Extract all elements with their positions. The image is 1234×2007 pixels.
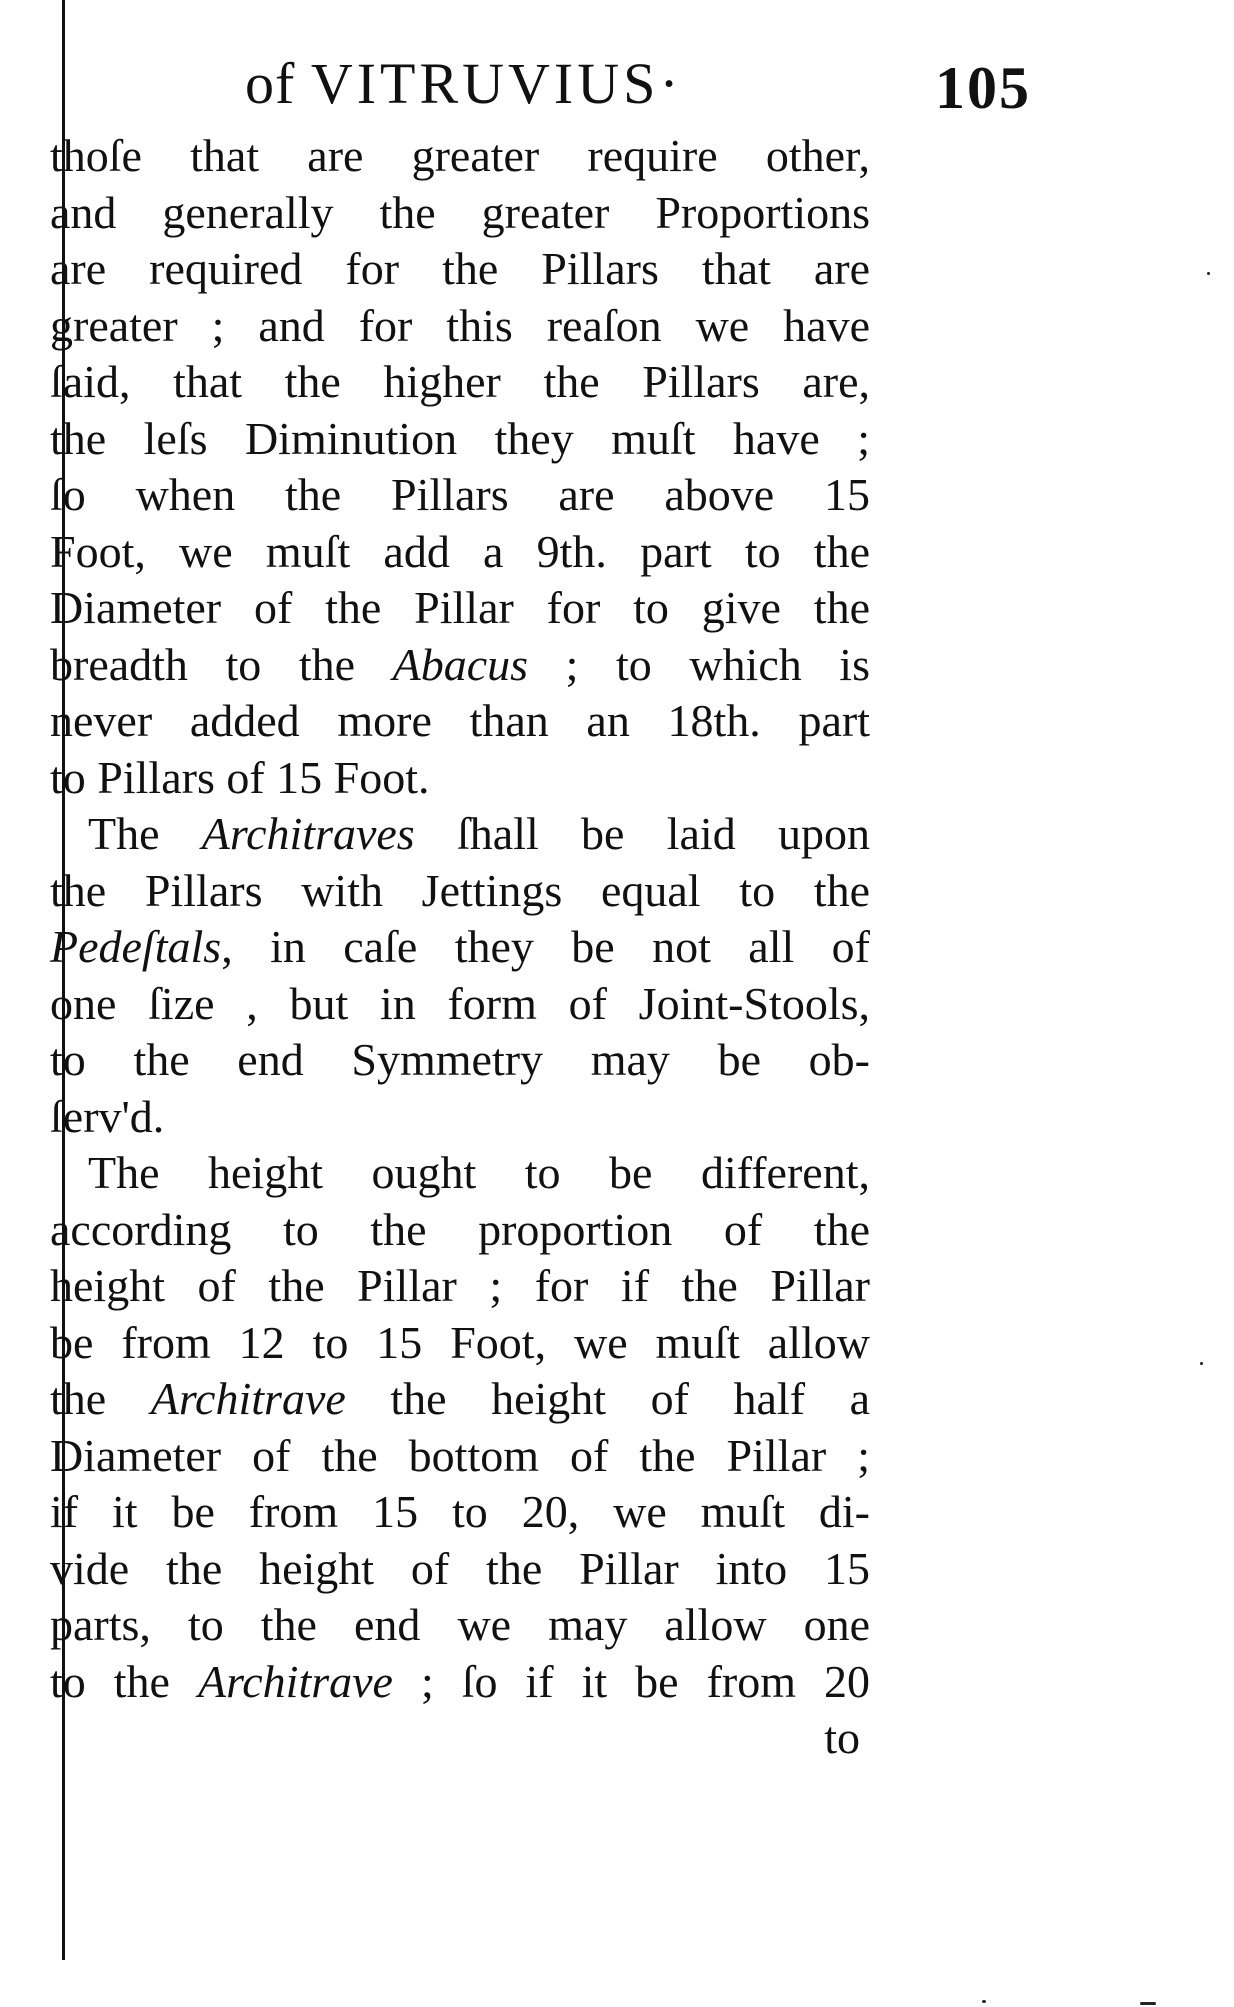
running-title xyxy=(245,50,683,117)
text-line: never added more than an 18th. part xyxy=(50,695,870,746)
italic-term: Architrave xyxy=(197,1655,393,1707)
page-number: 105 xyxy=(935,55,1031,121)
text-line: Diameter of the bottom of the Pillar ; xyxy=(50,1429,870,1481)
text-line: breadth to the Abacus ; to which is xyxy=(50,638,870,690)
catchword: to xyxy=(824,1712,860,1763)
text-line: The Architraves ſhall be laid upon xyxy=(88,808,870,859)
text-line: to the end Symmetry may be ob- xyxy=(50,1034,870,1085)
text-line: if it be from 15 to 20, we muſt di- xyxy=(50,1486,870,1537)
text-line: one ſize , but in form of Joint-Stools, xyxy=(50,977,870,1029)
text-line: ſaid, that the higher the Pillars are, xyxy=(50,356,870,407)
body-text xyxy=(50,128,870,1767)
print-speck xyxy=(1207,272,1210,275)
print-speck xyxy=(1200,1362,1203,1365)
text-line: according to the proportion of the xyxy=(50,1203,870,1255)
text-line: the Architrave the height of half a xyxy=(50,1373,870,1424)
italic-term: Architrave xyxy=(150,1373,346,1424)
text-line: are required for the Pillars that are xyxy=(50,243,870,294)
text-line: parts, to the end we may allow one xyxy=(50,1599,870,1650)
print-speck xyxy=(982,2000,986,2003)
text-line: greater ; and for this reaſon we have xyxy=(50,299,870,351)
print-speck xyxy=(1140,2002,1156,2005)
text-line: Foot, we muſt add a 9th. part to the xyxy=(50,525,870,577)
text-line: be from 12 to 15 Foot, we muſt allow xyxy=(50,1316,870,1368)
text-line: to the Architrave ; ſo if it be from 20 xyxy=(50,1655,870,1707)
running-title-prefix: of xyxy=(245,51,296,116)
italic-term: Pedeſtals xyxy=(50,921,222,972)
text-line: and generally the greater Proportions xyxy=(50,186,870,238)
text-line: the leſs Diminution they muſt have ; xyxy=(50,412,870,464)
text-line: Pedeſtals, in caſe they be not all of xyxy=(50,921,870,972)
text-line: thoſe that are greater require other, xyxy=(50,130,870,181)
running-title-name: VITRUVIUS· xyxy=(310,51,683,116)
text-line: vide the height of the Pillar into 15 xyxy=(50,1542,870,1594)
text-line: ſo when the Pillars are above 15 xyxy=(50,469,870,520)
text-line: The height ought to be different, xyxy=(88,1147,870,1198)
text-line: ſerv'd. xyxy=(50,1090,165,1142)
text-line: to Pillars of 15 Foot. xyxy=(50,751,430,803)
page-header xyxy=(0,40,1234,120)
text-line: height of the Pillar ; for if the Pillar xyxy=(50,1260,870,1311)
text-line: Diameter of the Pillar for to give the xyxy=(50,582,870,633)
italic-term: Abacus xyxy=(392,638,529,690)
text-line: the Pillars with Jettings equal to the xyxy=(50,864,870,916)
italic-term: Architraves xyxy=(201,808,415,859)
